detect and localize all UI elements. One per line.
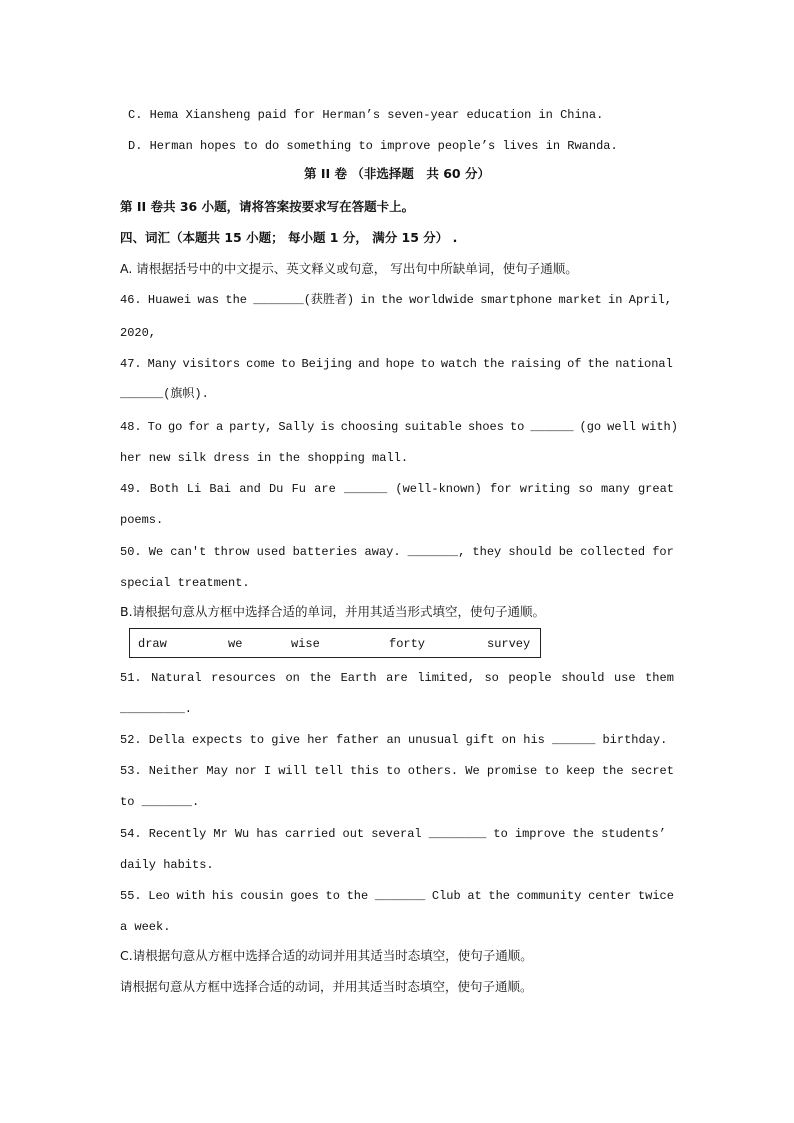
word-box [129, 628, 541, 658]
question-50-line-1: 50. We can't throw used batteries away. _______, they should be collected for [120, 545, 674, 559]
question-49-line-1: 49. Both Li Bai and Du Fu are ______ (well-known) for writing so many great [120, 482, 674, 496]
question-52: 52. Della expects to give her father an unusual gift on his ______ birthday. [120, 733, 668, 747]
word-box-item: we [228, 637, 243, 651]
question-49-line-2: poems. [120, 513, 164, 527]
part-ii-note: 第 II 卷共 36 小题，请将答案按要求写在答题卡上。 [120, 199, 415, 214]
question-47-line-2: ______(旗帜). [120, 387, 209, 401]
question-51-line-1: 51. Natural resources on the Earth are limited, so people should use them [120, 671, 674, 685]
question-54-line-2: daily habits. [120, 858, 214, 872]
question-46-line-2: 2020, [120, 326, 157, 340]
question-53-line-1: 53. Neither May nor I will tell this to others. We promise to keep the secret [120, 764, 674, 778]
question-51-line-2: _________. [120, 702, 193, 716]
question-48-line-2: her new silk dress in the shopping mall. [120, 451, 409, 465]
question-46-line-1: 46. Huawei was the _______(获胜者) in the worldwide smartphone market in April, [120, 293, 672, 307]
part-b-instruction: B.请根据句意从方框中选择合适的单词，并用其适当形式填空，使句子通顺。 [120, 604, 546, 619]
part-a-instruction: A. 请根据括号中的中文提示、英文释义或句意， 写出句中所缺单词，使句子通顺。 [120, 261, 578, 276]
word-box-item: wise [291, 637, 320, 651]
question-53-line-2: to _______. [120, 795, 200, 809]
question-55-line-2: a week. [120, 920, 171, 934]
part-c-instruction: C.请根据句意从方框中选择合适的动词并用其适当时态填空，使句子通顺。 [120, 948, 533, 963]
word-box-item: draw [138, 637, 167, 651]
option-d: D. Herman hopes to do something to improve people’s lives in Rwanda. [128, 139, 618, 153]
part-ii-title: 第 II 卷 （非选择题 共 60 分） [304, 166, 490, 181]
option-c: C. Hema Xiansheng paid for Herman’s seven-year education in China. [128, 108, 604, 122]
question-50-line-2: special treatment. [120, 576, 250, 590]
word-box-item: forty [389, 637, 426, 651]
question-48-line-1: 48. To go for a party, Sally is choosing suitable shoes to ______ (go well with) [120, 420, 678, 434]
question-47-line-1: 47. Many visitors come to Beijing and hope to watch the raising of the national [120, 357, 673, 371]
section-heading: 四、词汇（本题共 15 小题； 每小题 1 分， 满分 15 分） . [120, 230, 458, 245]
question-54-line-1: 54. Recently Mr Wu has carried out several ________ to improve the students’ [120, 827, 666, 841]
question-55-line-1: 55. Leo with his cousin goes to the _______ Club at the community center twice [120, 889, 674, 903]
part-c-instruction-repeat: 请根据句意从方框中选择合适的动词，并用其适当时态填空，使句子通顺。 [120, 979, 533, 994]
word-box-item: survey [487, 637, 531, 651]
